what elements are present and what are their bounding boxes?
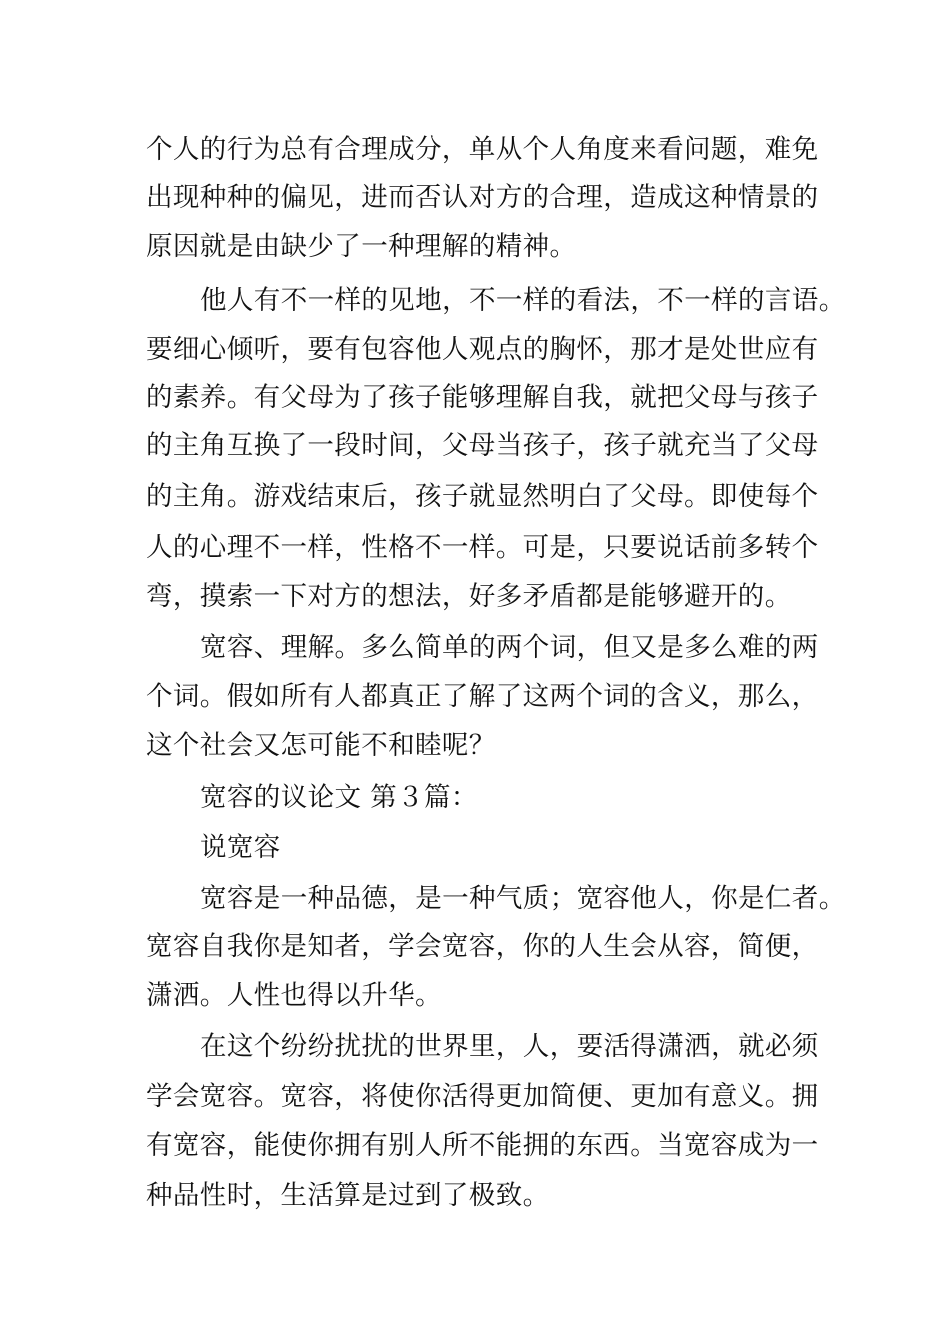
text-line: 个人的行为总有合理成分，单从个人角度来看问题，难免 <box>146 134 819 165</box>
text-line: 个词。假如所有人都真正了解了这两个词的含义，那么， <box>146 681 819 712</box>
text-line: 有宽容，能使你拥有别人所不能拥的东西。当宽容成为一 <box>146 1130 819 1161</box>
text-line: 出现种种的偏见，进而否认对方的合理，造成这种情景的 <box>146 182 819 213</box>
text-line: 弯，摸索一下对方的想法，好多矛盾都是能够避开的。 <box>146 581 792 612</box>
text-line: 人的心理不一样，性格不一样。可是，只要说话前多转个 <box>146 532 819 563</box>
text-line: 种品性时，生活算是过到了极致。 <box>146 1180 550 1211</box>
text-line: 这个社会又怎可能不和睦呢？ <box>146 730 496 761</box>
text-line: 的主角。游戏结束后，孩子就显然明白了父母。即使每个 <box>146 481 819 512</box>
text-line: 的素养。有父母为了孩子能够理解自我，就把父母与孩子 <box>146 382 819 413</box>
text-line: 要细心倾听，要有包容他人观点的胸怀，那才是处世应有 <box>146 334 819 365</box>
section-title: 说宽容 <box>200 832 281 863</box>
text-line: 学会宽容。宽容，将使你活得更加简便、更加有意义。拥 <box>146 1081 819 1112</box>
paragraph-first-line: 在这个纷纷扰扰的世界里，人，要活得潇洒，就必须 <box>200 1031 819 1062</box>
text-line: 原因就是由缺少了一种理解的精神。 <box>146 231 577 262</box>
text-line: 宽容自我你是知者，学会宽容，你的人生会从容，简便， <box>146 931 819 962</box>
paragraph-first-line: 宽容、理解。多么简单的两个词，但又是多么难的两 <box>200 632 819 663</box>
text-line: 的主角互换了一段时间，父母当孩子，孩子就充当了父母 <box>146 430 819 461</box>
section-heading: 宽容的议论文 第３篇： <box>200 782 478 813</box>
paragraph-first-line: 他人有不一样的见地，不一样的看法，不一样的言语。 <box>200 285 846 316</box>
text-line: 潇洒。人性也得以升华。 <box>146 980 442 1011</box>
paragraph-first-line: 宽容是一种品德，是一种气质；宽容他人，你是仁者。 <box>200 883 846 914</box>
